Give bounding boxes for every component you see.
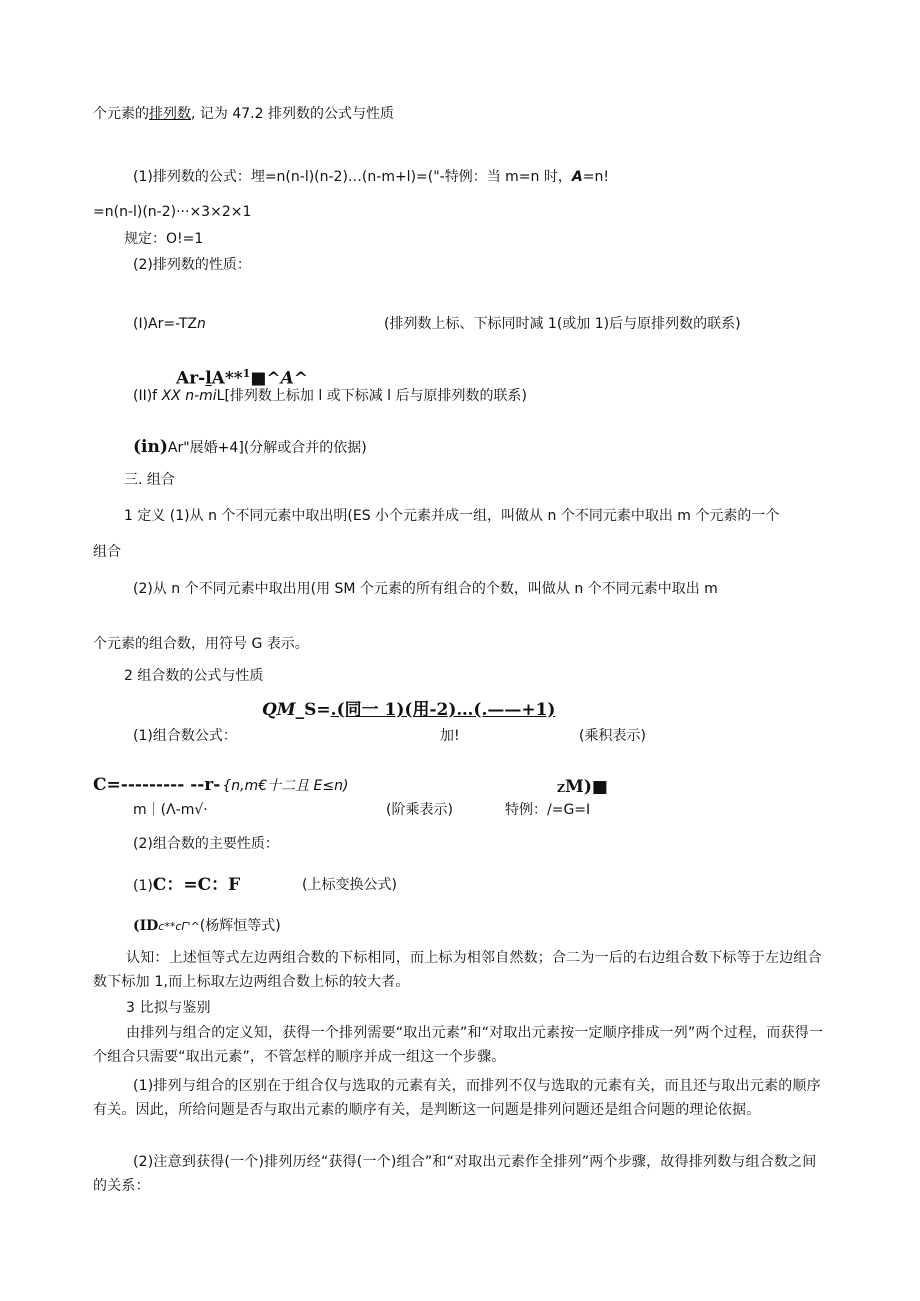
formula-text: ■ [250,368,267,389]
identity-explanation-paragraph: 认知：上述恒等式左边两组合数的下标相同，而上标为相邻自然数；合二为一后的右边组合数下标等于左边组合数下标加 1,而上标取左边两组合数上标的较大者。 [93,950,822,990]
product-representation-note: (乘积表示) [579,728,646,744]
upper-index-formula [133,875,240,896]
property-3-note: Ar"展婚+4](分解或合并的依据) [167,440,367,456]
definition-1-continuation: 组合 [93,544,121,560]
pascal-identity-note: (杨辉恒等式) [199,918,281,934]
formula-label: (ID [133,918,159,934]
formula-text: l [205,368,212,389]
property-2-line [133,386,527,406]
term-permutation-count: 排列数 [149,106,191,122]
formula-label: (in) [133,437,168,457]
formula-superscript: 1 [242,367,251,380]
formula-text: (II)f [133,388,162,404]
property-2-formula-upper [176,364,308,389]
relationship-paragraph: (2)注意到获得(一个)排列历经“获得(一个)组合”和“对取出元素作全排列”两个步骤，故得排列数与组合数之间的关系： [93,1154,817,1194]
comparison-paragraph: 由排列与组合的定义知，获得一个排列需要“取出元素”和“对取出元素按一定顺序排成一列”两个过程，而获得一个组合只需要“取出元素”，不管怎样的顺序并成一组这一个步骤。 [93,1025,824,1065]
heading-line-1 [93,104,394,124]
rule-zero-factorial: 规定：O!=1 [124,231,204,247]
definition-2-line: (2)从 n 个不同元素中取出用(用 SM 个元素的所有组合的个数，叫做从 n 个不同元素中取出 m [133,581,718,597]
pascal-identity-line [133,916,281,937]
formula-text: M)■ [565,777,608,797]
formula-text: (1)排列数的公式：埋=n(n-l)(n-2)…(n-m+l)=("-特例：当 m=n 时， [133,169,572,185]
section-title-4-7-2: , 记为 47.2 排列数的公式与性质 [191,106,394,122]
definition-1-line: 1 定义 (1)从 n 个不同元素中取出明(ES 小个元素并成一组，叫做从 n 个不同元素中取出 m 个元素的一个 [124,508,780,524]
property-3-line [133,437,367,458]
factorial-denominator: m｜(Λ-m√· [133,802,208,818]
combination-product-formula [262,700,555,720]
section-3-heading: 3 比拟与鉴别 [126,1000,211,1016]
formula-text: c**cΓ'^ [158,920,200,933]
formula-text: Ar- [176,368,206,389]
property-1-formula [133,314,206,334]
formula-text: .(同一 1)(用-2)…(.——+1) [330,700,556,720]
factorial-representation-note: (阶乘表示) [386,802,453,818]
text-fragment: 个元素的 [93,106,149,122]
property-1-note: (排列数上标、下标同时减 1(或加 1)后与原排列数的联系) [384,316,741,332]
formula-text: C=--------- --r- [93,775,221,795]
formula-symbol: n [197,316,206,332]
definition-2-continuation: 个元素的组合数，用符号 G 表示。 [93,636,309,652]
section-three-combination: 三. 组合 [124,472,175,488]
formula-text: ^A^ [266,368,309,389]
formula-symbol: A [571,169,583,185]
upper-index-note: (上标变换公式) [302,877,397,893]
formula-symbol: XX n-mi [161,388,217,404]
main-properties-heading: (2)组合数的主要性质： [133,836,279,852]
formula-text: S= [304,700,331,720]
formula-text: C：=C：F [152,875,241,895]
formula-tail: =n! [582,169,609,185]
combination-formula-label: (1)组合数公式： [133,728,237,744]
difference-paragraph: (1)排列与组合的区别在于组合仅与选取的元素有关，而排列不仅与选取的元素有关，而且还与取出元素的顺序有关。因此，所给问题是否与取出元素的顺序有关，是判断这一问题是排列问题还是组合问题的理论依据。 [93,1078,821,1118]
formula-condition: {n,m€十二且 E≤n) [222,778,349,794]
special-case-formula-upper [557,777,608,799]
combination-factorial-formula [93,775,348,796]
formula-text: A** [211,368,243,389]
permutation-formula-line [133,167,609,187]
section-2-heading: 2 组合数的公式与性质 [124,668,264,684]
property-2-note: L[排列数上标加 l 或下标减 l 后与原排列数的联系) [216,388,527,404]
formula-text: (I)Ar=-TZ [133,316,198,332]
formula-subscript: Z [557,782,566,795]
formula-denominator: 加! [440,728,460,744]
special-case-line: 特例：/=G=I [505,802,591,818]
factorial-expansion-line: =n(n-l)(n-2)···×3×2×1 [93,204,252,220]
properties-heading: (2)排列数的性质： [133,257,251,273]
formula-text: QM_ [262,700,305,720]
formula-label: (1) [133,878,153,894]
